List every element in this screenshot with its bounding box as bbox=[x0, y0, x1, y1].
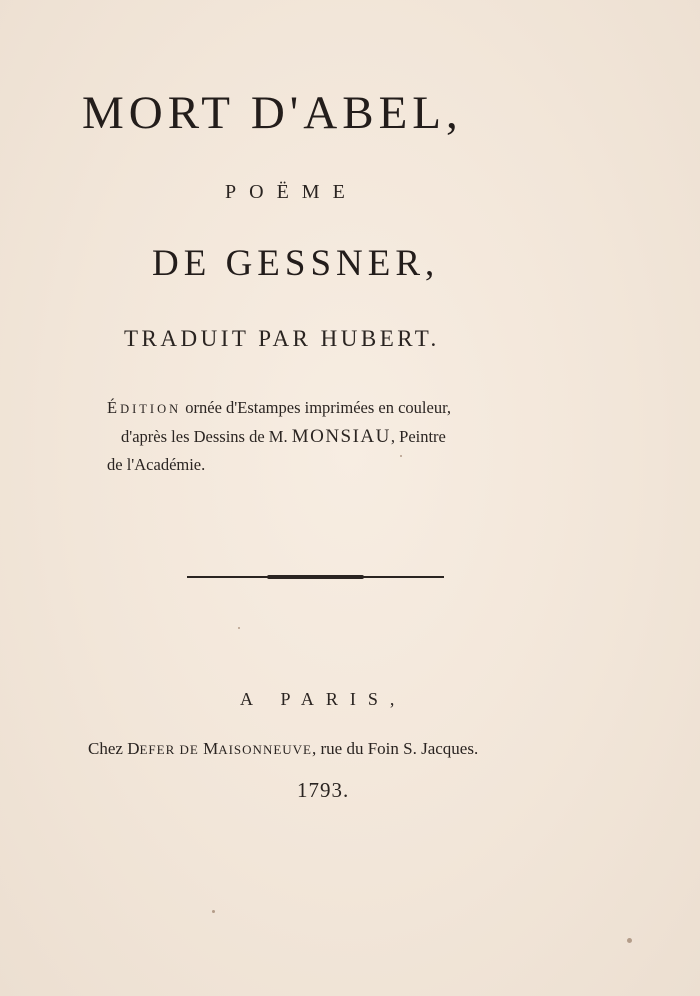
publication-year: 1793. bbox=[297, 778, 350, 802]
paper-speck bbox=[212, 910, 215, 913]
edition-line-3: de l'Académie. bbox=[107, 455, 206, 474]
edition-line-2-tail: , Peintre bbox=[390, 427, 446, 446]
translator-line: TRADUIT PAR HUBERT. bbox=[124, 326, 440, 351]
publisher-initial-1: D bbox=[127, 739, 140, 758]
edition-line-1 bbox=[107, 394, 532, 423]
publisher-name-1: EFER DE bbox=[139, 742, 204, 757]
imprint-line bbox=[88, 739, 588, 759]
paper-speck bbox=[627, 938, 632, 943]
artist-name: MONSIAU bbox=[291, 426, 391, 447]
edition-line-2 bbox=[107, 423, 532, 451]
book-title: MORT D'ABEL, bbox=[82, 87, 463, 139]
edition-line-1-text: ornée d'Estampes imprimées en couleur, bbox=[181, 398, 452, 417]
edition-line-2-text: d'après les Dessins de M. bbox=[121, 427, 292, 446]
genre-subtitle: POËME bbox=[225, 181, 358, 203]
paper-speck bbox=[238, 627, 240, 629]
publisher-name-2: AISONNEUVE bbox=[218, 742, 312, 757]
author-line: DE GESSNER, bbox=[152, 243, 440, 284]
publisher-initial-2: M bbox=[203, 739, 219, 758]
place-of-publication: A PARIS, bbox=[240, 689, 407, 709]
edition-word: DITION bbox=[120, 402, 182, 416]
edition-initial: É bbox=[107, 398, 121, 417]
imprint-prefix: Chez bbox=[88, 739, 128, 758]
paper-speck bbox=[400, 455, 402, 457]
edition-note bbox=[107, 394, 532, 479]
imprint-address: , rue du Foin S. Jacques. bbox=[312, 739, 479, 758]
ornamental-rule bbox=[187, 576, 444, 578]
